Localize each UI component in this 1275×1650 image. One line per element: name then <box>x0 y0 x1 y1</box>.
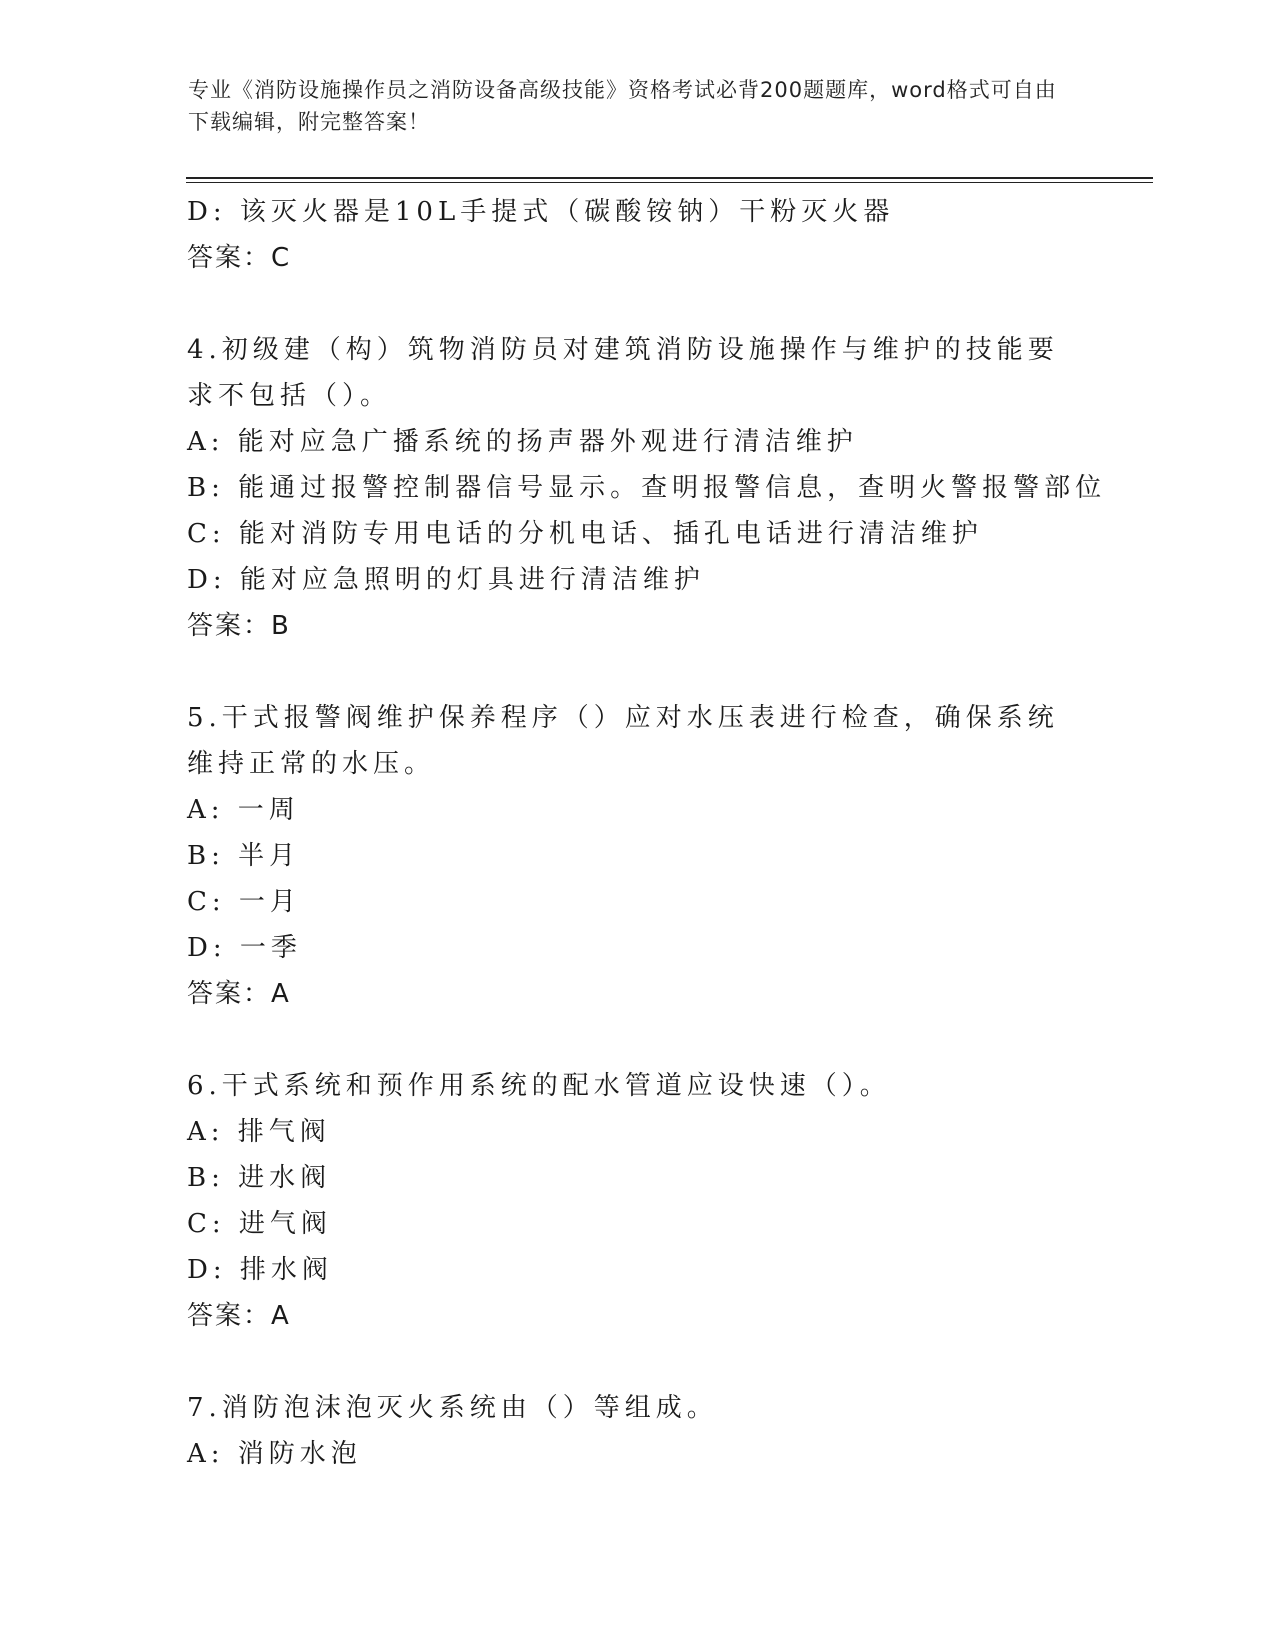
question-text: 4.初级建（构）筑物消防员对建筑消防设施操作与维护的技能要求不包括（）。 <box>187 335 1059 411</box>
question-7 <box>187 1385 1067 1477</box>
option-a: A: 能对应急广播系统的扬声器外观进行清洁维护 <box>187 427 858 457</box>
question-4 <box>187 327 1107 649</box>
header-divider-thick <box>186 177 1153 179</box>
option-d: D: 排水阀 <box>187 1255 333 1285</box>
answer: 答案：B <box>187 611 291 641</box>
option-b: B: 半月 <box>187 841 301 871</box>
option-d-continued: D: 该灭火器是10L手提式（碳酸铵钠）干粉灭火器 <box>187 197 895 227</box>
option-a: A: 消防水泡 <box>187 1439 362 1469</box>
answer-continued: 答案：C <box>187 243 292 273</box>
option-d: D: 一季 <box>187 933 302 963</box>
answer: 答案：A <box>187 1301 291 1331</box>
option-c: C: 进气阀 <box>187 1209 332 1239</box>
question-text: 5.干式报警阀维护保养程序（）应对水压表进行检查，确保系统维持正常的水压。 <box>187 703 1059 779</box>
document-body <box>187 189 1107 1477</box>
option-b: B: 能通过报警控制器信号显示。查明报警信息，查明火警报警部位 <box>187 473 1107 503</box>
question-6 <box>187 1063 1067 1339</box>
option-c: C: 能对消防专用电话的分机电话、插孔电话进行清洁维护 <box>187 519 983 549</box>
header-divider-thin <box>186 182 1153 183</box>
option-b: B: 进水阀 <box>187 1163 332 1193</box>
option-d: D: 能对应急照明的灯具进行清洁维护 <box>187 565 705 595</box>
question-text: 6.干式系统和预作用系统的配水管道应设快速（）。 <box>187 1071 891 1101</box>
question-5 <box>187 695 1067 1017</box>
question-text: 7.消防泡沫泡灭火系统由（）等组成。 <box>187 1393 718 1423</box>
answer: 答案：A <box>187 979 291 1009</box>
option-a: A: 一周 <box>187 795 300 825</box>
option-c: C: 一月 <box>187 887 301 917</box>
document-header: 专业《消防设施操作员之消防设备高级技能》资格考试必背200题题库，word格式可自由下载编辑，附完整答案！ <box>188 78 1057 134</box>
option-a: A: 排气阀 <box>187 1117 331 1147</box>
